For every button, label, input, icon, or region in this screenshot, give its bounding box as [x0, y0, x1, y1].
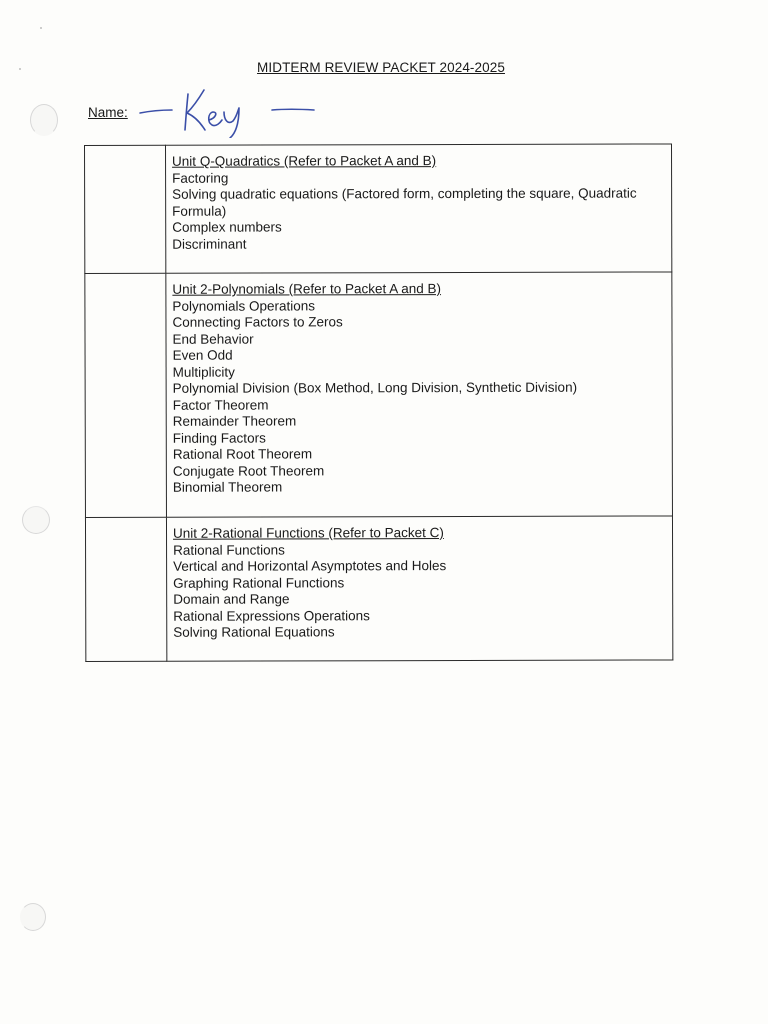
punch-hole-middle: [22, 506, 50, 534]
topic-item: Remainder Theorem: [172, 413, 297, 429]
topic-item: Vertical and Horizontal Asymptotes and Holes: [173, 558, 447, 574]
unit-cell-polynomials: [166, 272, 673, 517]
document-title: MIDTERM REVIEW PACKET 2024-2025: [257, 60, 505, 75]
topic-item: Connecting Factors to Zeros: [172, 314, 343, 330]
unit-heading: Unit Q-Quadratics (Refer to Packet A and B): [172, 153, 437, 169]
topic-item: Rational Root Theorem: [172, 446, 313, 462]
topic-item: Discriminant: [172, 236, 247, 252]
punch-hole-top: [30, 104, 58, 136]
name-label: Name:: [88, 105, 128, 120]
paper-speck: [40, 27, 42, 29]
topic-item: Finding Factors: [172, 430, 266, 446]
topic-item: Binomial Theorem: [172, 479, 283, 495]
table-row: [85, 272, 673, 518]
topic-item: Domain and Range: [173, 591, 290, 607]
unit-cell-quadratics: [166, 144, 672, 273]
topic-item: Solving quadratic equations (Factored form, completing the square, Quadratic: [172, 185, 637, 202]
topic-item: Polynomials Operations: [172, 297, 316, 314]
topic-item: Rational Expressions Operations: [173, 607, 370, 624]
topic-item: Multiplicity: [172, 364, 235, 380]
unit-heading: Unit 2-Polynomials (Refer to Packet A and B): [172, 281, 442, 297]
topic-item: Factor Theorem: [172, 397, 269, 413]
handwritten-signature: [138, 82, 328, 138]
topic-item: Conjugate Root Theorem: [172, 462, 325, 479]
topic-item: Rational Functions: [173, 541, 285, 558]
topic-item: Polynomial Division (Box Method, Long Division, Synthetic Division): [172, 379, 578, 396]
checkbox-cell: [85, 145, 166, 273]
review-topics-table: [84, 143, 673, 662]
topic-item: Factoring: [172, 170, 229, 186]
checkbox-cell: [85, 517, 166, 661]
unit-cell-rational-functions: [166, 516, 672, 661]
topic-item: End Behavior: [172, 331, 254, 347]
topic-item: Even Odd: [172, 347, 233, 363]
table-row: [85, 144, 672, 274]
topic-item: Complex numbers: [172, 219, 282, 235]
topic-item: Solving Rational Equations: [173, 624, 335, 640]
checkbox-cell: [85, 273, 167, 517]
unit-heading: Unit 2-Rational Functions (Refer to Packet C): [172, 525, 444, 541]
topic-item: Graphing Rational Functions: [173, 574, 345, 591]
topic-item: Formula): [172, 203, 227, 219]
punch-hole-bottom: [20, 903, 46, 931]
table-row: [85, 516, 672, 662]
